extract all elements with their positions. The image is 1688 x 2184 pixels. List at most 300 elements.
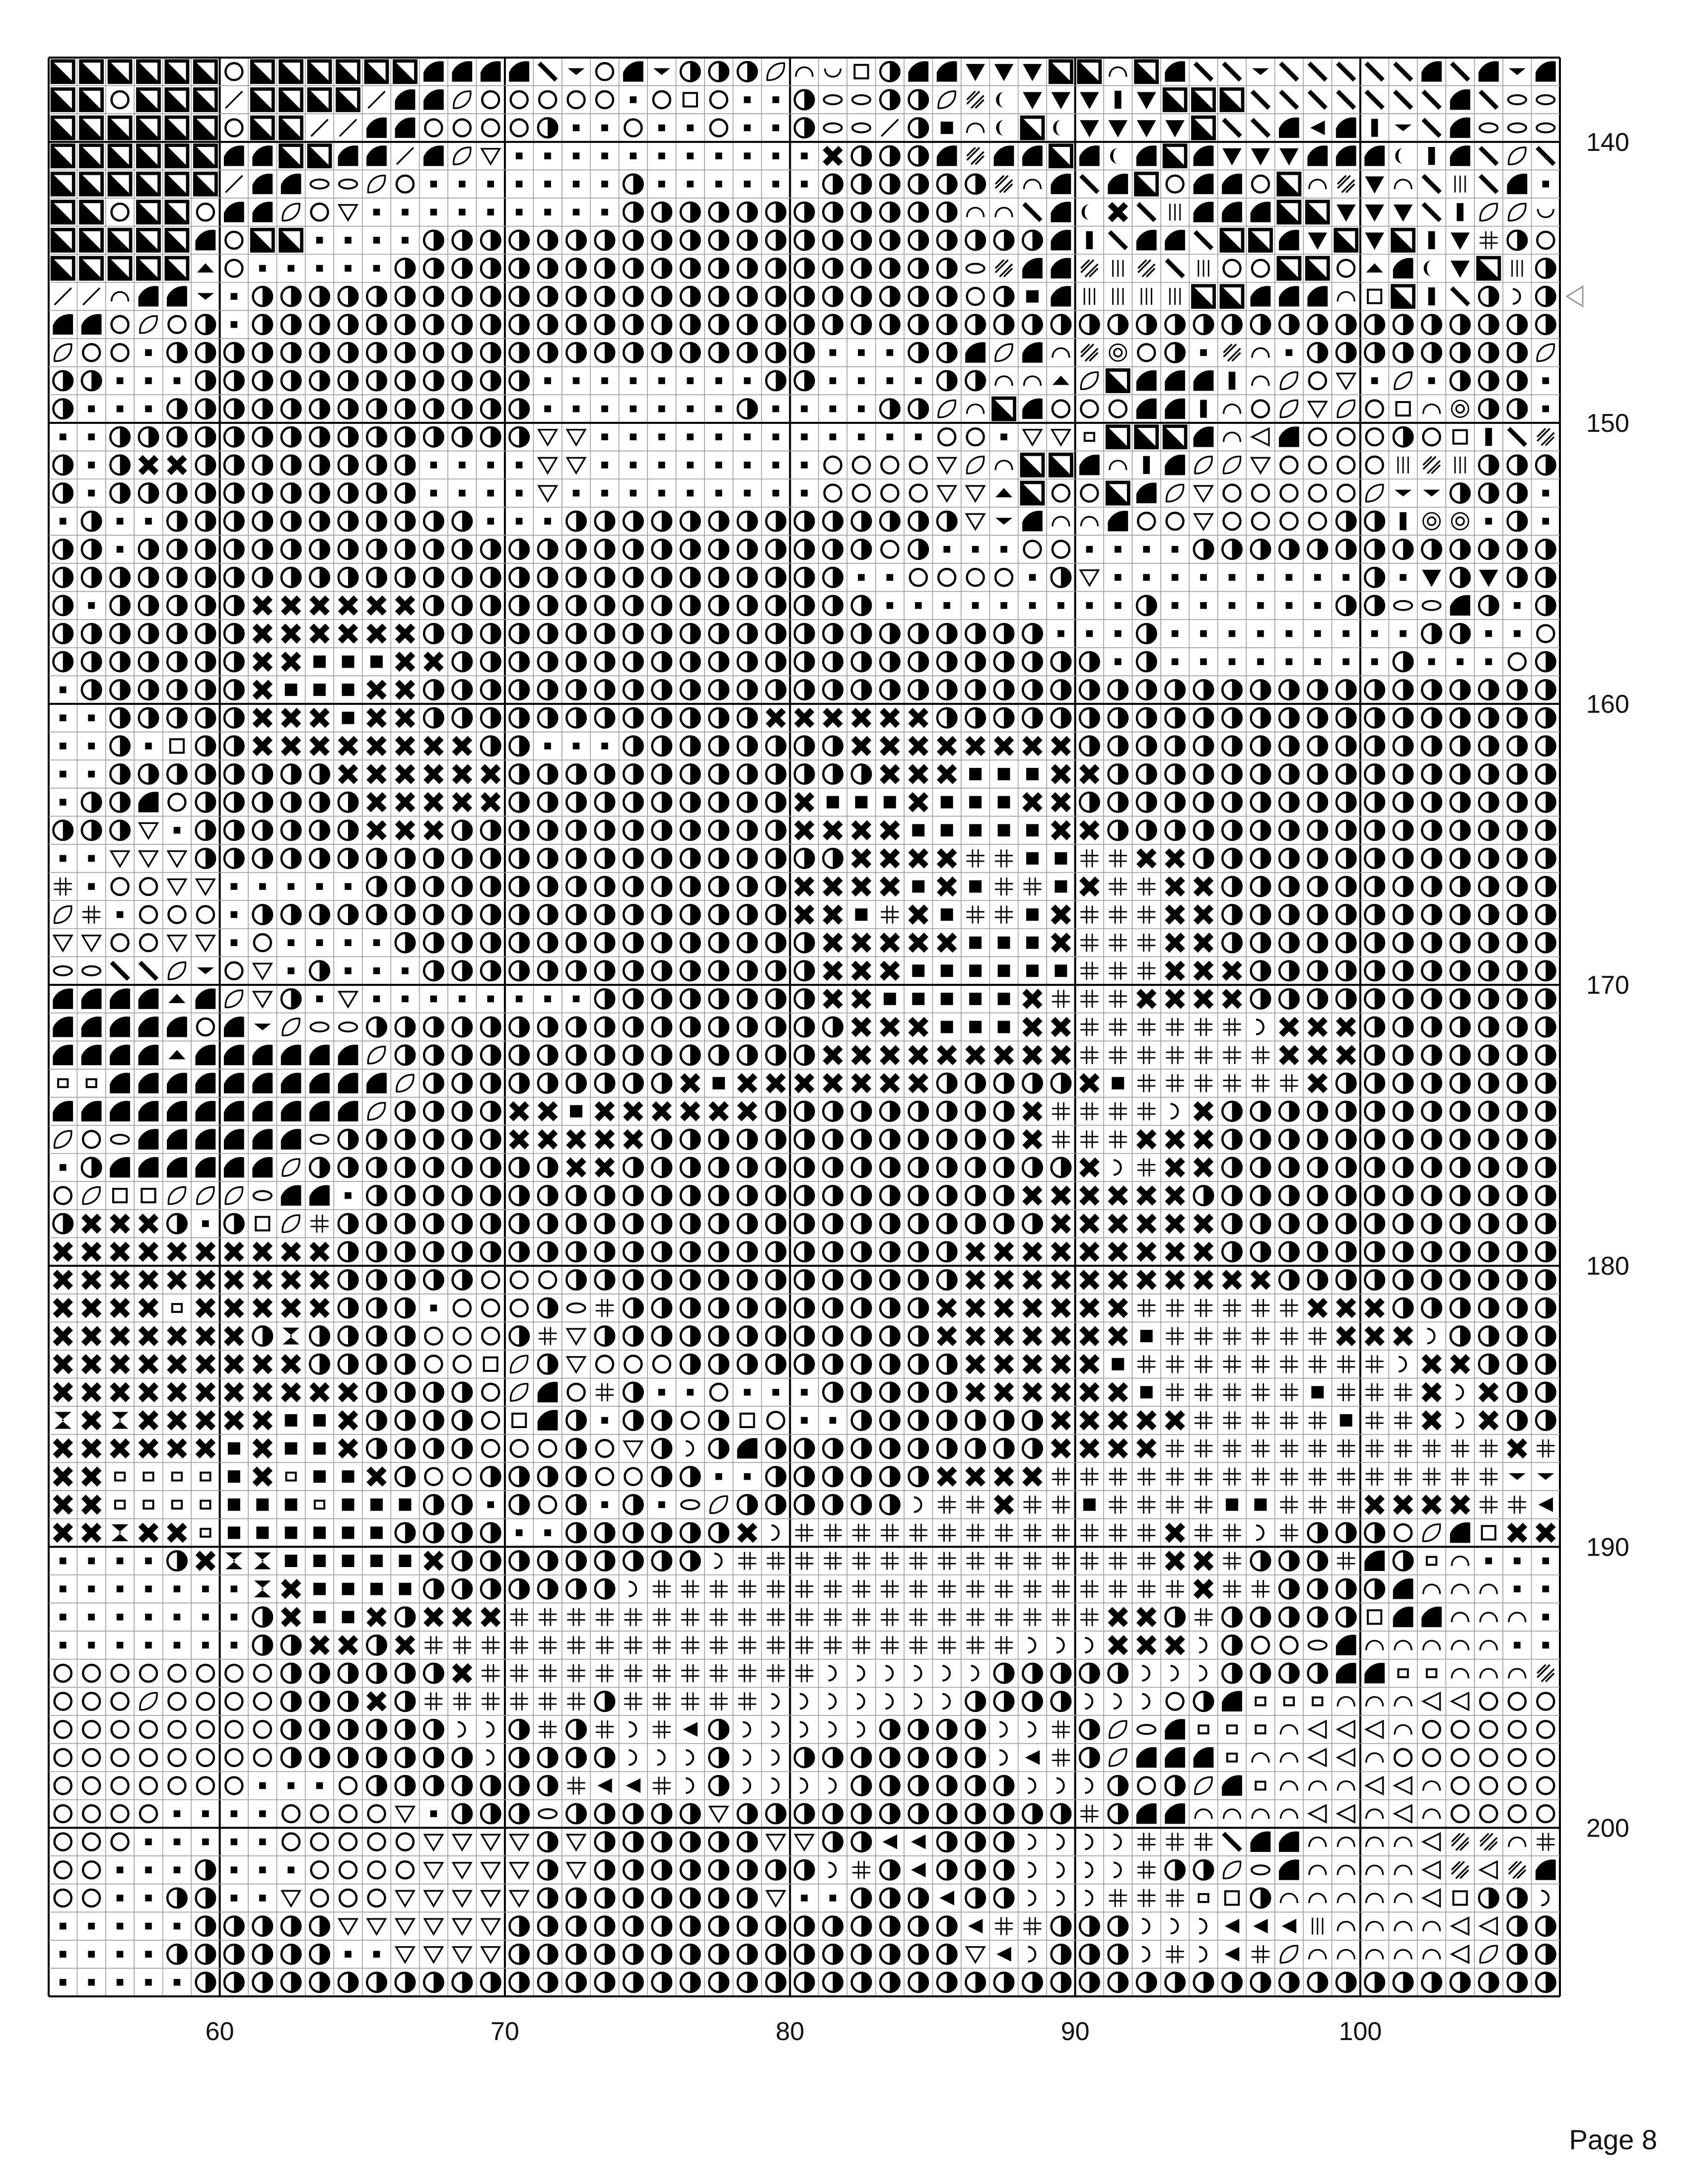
- stitch-cell: [1138, 1638, 1154, 1653]
- stitch-cell: [795, 764, 814, 783]
- stitch-cell: [253, 483, 272, 502]
- stitch-cell: [1451, 793, 1470, 812]
- stitch-cell: [653, 68, 670, 75]
- stitch-cell: [167, 1551, 186, 1570]
- stitch-cell: [1140, 1330, 1153, 1342]
- stitch-cell: [715, 462, 722, 469]
- stitch-cell: [652, 877, 671, 896]
- stitch-cell: [1536, 1383, 1555, 1402]
- stitch-cell: [55, 1384, 71, 1400]
- stitch-cell: [969, 824, 982, 836]
- stitch-cell: [483, 766, 498, 782]
- stitch-cell: [81, 988, 102, 1009]
- stitch-cell: [168, 794, 185, 811]
- stitch-cell: [1081, 372, 1098, 389]
- stitch-cell: [1138, 850, 1154, 866]
- stitch-cell: [509, 1916, 528, 1935]
- stitch-cell: [966, 1214, 985, 1233]
- stitch-cell: [909, 90, 927, 109]
- stitch-cell: [738, 1214, 757, 1233]
- stitch-cell: [1053, 1019, 1069, 1035]
- stitch-cell: [1536, 315, 1555, 334]
- stitch-cell: [624, 1411, 642, 1430]
- stitch-cell: [1251, 764, 1270, 783]
- stitch-cell: [1452, 1777, 1469, 1794]
- stitch-cell: [1365, 708, 1384, 727]
- stitch-cell: [309, 61, 330, 82]
- stitch-cell: [1252, 1637, 1269, 1653]
- stitch-cell: [937, 1186, 956, 1205]
- stitch-cell: [1336, 820, 1355, 839]
- stitch-cell: [1053, 1216, 1069, 1231]
- stitch-cell: [881, 541, 898, 558]
- stitch-cell: [823, 1916, 842, 1935]
- stitch-cell: [1337, 1721, 1354, 1738]
- stitch-cell: [882, 1047, 898, 1063]
- stitch-cell: [1365, 905, 1384, 924]
- stitch-cell: [196, 512, 215, 531]
- stitch-cell: [681, 231, 700, 250]
- stitch-cell: [339, 180, 357, 189]
- stitch-cell: [880, 1130, 899, 1149]
- stitch-cell: [109, 117, 131, 138]
- stitch-cell: [1110, 344, 1126, 361]
- stitch-cell: [996, 1356, 1012, 1372]
- stitch-cell: [1508, 680, 1527, 699]
- stitch-cell: [197, 936, 214, 951]
- stitch-cell: [1137, 92, 1156, 110]
- stitch-cell: [1314, 658, 1321, 665]
- stitch-cell: [1337, 1355, 1355, 1373]
- stitch-cell: [996, 1047, 1012, 1063]
- stitch-cell: [424, 1692, 442, 1710]
- stitch-cell: [339, 1720, 357, 1739]
- stitch-cell: [487, 462, 494, 469]
- stitch-cell: [1222, 1608, 1241, 1627]
- stitch-cell: [1195, 1018, 1212, 1036]
- stitch-cell: [453, 820, 472, 839]
- stitch-cell: [82, 680, 101, 699]
- stitch-cell: [652, 1860, 671, 1879]
- stitch-cell: [566, 540, 585, 558]
- stitch-cell: [1080, 737, 1099, 755]
- stitch-cell: [88, 462, 95, 469]
- stitch-cell: [424, 1214, 443, 1233]
- stitch-cell: [254, 1749, 271, 1766]
- stitch-cell: [772, 1694, 779, 1708]
- stitch-cell: [1141, 288, 1151, 305]
- stitch-cell: [112, 91, 129, 108]
- stitch-cell: [453, 1242, 472, 1261]
- stitch-cell: [423, 61, 444, 81]
- stitch-cell: [738, 793, 757, 812]
- stitch-cell: [1251, 1832, 1271, 1852]
- stitch-cell: [823, 1242, 842, 1261]
- stitch-cell: [1422, 1158, 1441, 1177]
- stitch-cell: [55, 1356, 71, 1372]
- stitch-cell: [83, 1413, 99, 1429]
- stitch-cell: [313, 1555, 326, 1567]
- stitch-cell: [652, 315, 671, 334]
- stitch-cell: [1167, 1525, 1183, 1541]
- stitch-cell: [202, 1220, 209, 1227]
- stitch-cell: [1223, 1524, 1241, 1542]
- stitch-cell: [231, 1642, 238, 1649]
- stitch-cell: [1452, 1749, 1469, 1766]
- stitch-cell: [1508, 820, 1527, 839]
- stitch-cell: [1336, 1242, 1355, 1261]
- stitch-cell: [1251, 1551, 1270, 1570]
- stitch-cell: [909, 146, 927, 165]
- stitch-cell: [1508, 399, 1527, 418]
- stitch-cell: [1424, 1384, 1440, 1400]
- stitch-cell: [424, 1720, 443, 1739]
- stitch-cell: [1023, 315, 1042, 334]
- stitch-cell: [852, 512, 871, 531]
- stitch-cell: [110, 652, 129, 671]
- stitch-cell: [1052, 652, 1070, 671]
- stitch-cell: [1053, 935, 1069, 951]
- stitch-cell: [766, 820, 785, 839]
- stitch-cell: [1200, 658, 1207, 665]
- stitch-cell: [453, 1891, 471, 1906]
- stitch-cell: [138, 89, 159, 110]
- stitch-cell: [426, 1609, 442, 1625]
- stitch-cell: [481, 1018, 500, 1036]
- stitch-cell: [339, 1326, 357, 1345]
- stitch-cell: [1337, 400, 1354, 417]
- stitch-cell: [367, 399, 386, 418]
- stitch-cell: [287, 1866, 294, 1873]
- stitch-cell: [1537, 1805, 1554, 1822]
- stitch-cell: [368, 1805, 385, 1822]
- stitch-cell: [744, 152, 751, 159]
- stitch-cell: [196, 1916, 215, 1935]
- stitch-cell: [966, 624, 985, 643]
- stitch-cell: [169, 1525, 185, 1541]
- stitch-cell: [595, 680, 614, 699]
- stitch-cell: [937, 1214, 956, 1233]
- stitch-cell: [681, 849, 700, 868]
- stitch-cell: [1336, 118, 1356, 138]
- stitch-cell: [110, 568, 129, 587]
- stitch-cell: [139, 427, 158, 446]
- stitch-cell: [687, 181, 694, 188]
- stitch-cell: [738, 1130, 757, 1149]
- stitch-cell: [538, 1945, 557, 1964]
- stitch-cell: [1278, 258, 1300, 279]
- stitch-cell: [342, 1499, 354, 1511]
- stitch-cell: [767, 1552, 784, 1570]
- stitch-cell: [453, 1495, 472, 1514]
- stitch-cell: [1223, 1552, 1241, 1570]
- stitch-cell: [310, 820, 329, 839]
- stitch-cell: [1366, 1809, 1383, 1819]
- stitch-cell: [937, 174, 956, 193]
- stitch-cell: [1314, 630, 1321, 637]
- stitch-cell: [882, 1019, 898, 1035]
- stitch-cell: [1395, 1328, 1411, 1344]
- stitch-cell: [1422, 601, 1440, 610]
- stitch-cell: [139, 624, 158, 643]
- stitch-cell: [1336, 961, 1355, 980]
- stitch-cell: [1110, 1216, 1126, 1231]
- stitch-cell: [339, 540, 357, 558]
- stitch-cell: [196, 764, 215, 783]
- stitch-cell: [426, 822, 442, 838]
- stitch-cell: [624, 1495, 642, 1514]
- stitch-cell: [1309, 1721, 1326, 1738]
- stitch-cell: [259, 1866, 266, 1873]
- stitch-cell: [423, 89, 444, 110]
- stitch-cell: [312, 1300, 328, 1316]
- stitch-cell: [738, 1692, 756, 1710]
- stitch-cell: [995, 207, 1012, 217]
- stitch-cell: [540, 1132, 556, 1148]
- stitch-cell: [88, 883, 95, 890]
- stitch-cell: [174, 1866, 181, 1873]
- stitch-cell: [1395, 63, 1411, 80]
- stitch-cell: [966, 1524, 984, 1542]
- stitch-cell: [110, 456, 129, 475]
- stitch-cell: [544, 209, 551, 216]
- stitch-cell: [538, 287, 557, 306]
- stitch-cell: [795, 1158, 814, 1177]
- stitch-cell: [310, 483, 329, 502]
- stitch-cell: [139, 708, 158, 727]
- stitch-cell: [994, 680, 1013, 699]
- stitch-cell: [743, 1778, 750, 1793]
- stitch-cell: [658, 1502, 665, 1508]
- stitch-cell: [481, 905, 500, 924]
- stitch-cell: [311, 1890, 328, 1907]
- stitch-cell: [516, 996, 523, 1003]
- stitch-cell: [709, 624, 728, 643]
- stitch-cell: [1052, 568, 1070, 587]
- stitch-cell: [482, 1299, 499, 1316]
- stitch-cell: [281, 512, 300, 531]
- stitch-cell: [82, 652, 101, 671]
- stitch-cell: [255, 1244, 271, 1260]
- stitch-cell: [1224, 1809, 1241, 1819]
- stitch-cell: [367, 568, 386, 587]
- stitch-cell: [281, 1664, 300, 1683]
- stitch-cell: [1342, 574, 1349, 581]
- stitch-cell: [1114, 1863, 1121, 1877]
- stitch-cell: [197, 1749, 214, 1766]
- stitch-cell: [481, 1074, 500, 1092]
- stitch-cell: [937, 343, 956, 362]
- stitch-cell: [1109, 708, 1127, 727]
- stitch-cell: [538, 1410, 558, 1431]
- stitch-cell: [941, 964, 953, 977]
- stitch-cell: [339, 1023, 357, 1031]
- stitch-cell: [1023, 1608, 1041, 1626]
- stitch-cell: [424, 1102, 443, 1121]
- stitch-cell: [681, 652, 700, 671]
- stitch-cell: [681, 933, 700, 952]
- stitch-cell: [1052, 1664, 1070, 1683]
- stitch-cell: [1395, 1894, 1411, 1903]
- stitch-cell: [367, 287, 386, 306]
- stitch-cell: [1452, 1693, 1469, 1710]
- stitch-cell: [1509, 1749, 1526, 1766]
- stitch-cell: [424, 259, 443, 277]
- stitch-cell: [1026, 964, 1039, 977]
- stitch-cell: [881, 905, 899, 923]
- stitch-cell: [539, 1664, 557, 1682]
- stitch-cell: [312, 738, 328, 754]
- stitch-cell: [1222, 1636, 1241, 1654]
- stitch-cell: [1222, 315, 1241, 334]
- stitch-cell: [397, 794, 413, 810]
- stitch-cell: [880, 1804, 899, 1823]
- stitch-cell: [424, 568, 443, 587]
- stitch-cell: [509, 708, 528, 727]
- stitch-cell: [454, 147, 471, 164]
- stitch-cell: [138, 61, 159, 82]
- stitch-cell: [481, 343, 500, 362]
- stitch-cell: [1224, 484, 1241, 501]
- stitch-cell: [454, 1356, 471, 1372]
- stitch-cell: [172, 1501, 182, 1508]
- stitch-cell: [566, 287, 585, 306]
- stitch-cell: [911, 1835, 925, 1849]
- stitch-cell: [1508, 568, 1527, 587]
- stitch-cell: [281, 1185, 301, 1206]
- stitch-cell: [487, 1502, 494, 1508]
- stitch-cell: [1337, 292, 1354, 301]
- stitch-cell: [566, 231, 585, 250]
- stitch-cell: [658, 406, 665, 412]
- stitch-cell: [1167, 991, 1183, 1007]
- stitch-cell: [1053, 1440, 1069, 1456]
- stitch-cell: [1115, 658, 1122, 665]
- stitch-cell: [568, 1132, 584, 1148]
- stitch-cell: [1200, 630, 1207, 637]
- stitch-cell: [709, 1214, 728, 1233]
- stitch-cell: [1393, 229, 1414, 251]
- stitch-cell: [313, 656, 326, 668]
- stitch-cell: [767, 1608, 784, 1626]
- stitch-cell: [595, 1270, 614, 1289]
- stitch-cell: [795, 596, 814, 615]
- stitch-cell: [368, 1046, 385, 1063]
- stitch-cell: [624, 540, 642, 558]
- stitch-cell: [738, 259, 757, 277]
- stitch-cell: [629, 1750, 636, 1765]
- stitch-cell: [1279, 1242, 1298, 1261]
- stitch-cell: [1536, 708, 1555, 727]
- stitch-cell: [596, 1356, 613, 1372]
- stitch-cell: [310, 456, 329, 475]
- stitch-cell: [1394, 315, 1412, 334]
- stitch-cell: [253, 568, 272, 587]
- stitch-cell: [510, 1891, 528, 1906]
- stitch-cell: [140, 906, 157, 923]
- stitch-cell: [313, 1611, 326, 1623]
- stitch-cell: [738, 1608, 756, 1626]
- stitch-cell: [1422, 1973, 1441, 1991]
- stitch-cell: [481, 1130, 500, 1149]
- stitch-cell: [225, 990, 242, 1007]
- stitch-cell: [1081, 1216, 1097, 1231]
- stitch-cell: [224, 596, 243, 615]
- stitch-cell: [823, 737, 842, 755]
- stitch-cell: [1509, 1613, 1526, 1622]
- stitch-cell: [1280, 1809, 1297, 1819]
- stitch-cell: [1394, 540, 1412, 558]
- stitch-cell: [681, 1636, 699, 1654]
- stitch-cell: [968, 1047, 984, 1063]
- stitch-cell: [53, 1017, 73, 1037]
- stitch-cell: [1137, 737, 1156, 755]
- stitch-cell: [112, 1412, 129, 1429]
- stitch-cell: [1509, 1440, 1525, 1456]
- stitch-cell: [1342, 658, 1349, 665]
- stitch-cell: [226, 1356, 242, 1372]
- stitch-cell: [709, 1018, 728, 1036]
- stitch-cell: [1080, 1046, 1098, 1064]
- stitch-cell: [1053, 822, 1069, 838]
- stitch-cell: [909, 1383, 927, 1402]
- stitch-cell: [55, 288, 71, 305]
- stitch-cell: [255, 654, 271, 670]
- stitch-cell: [1195, 1299, 1212, 1317]
- stitch-cell: [426, 1553, 442, 1569]
- stitch-cell: [112, 1328, 128, 1344]
- stitch-cell: [1536, 61, 1556, 81]
- stitch-cell: [253, 1945, 272, 1964]
- stitch-cell: [1195, 232, 1212, 249]
- stitch-cell: [424, 1973, 443, 1991]
- stitch-cell: [309, 1073, 330, 1093]
- stitch-cell: [1136, 61, 1157, 82]
- stitch-cell: [368, 176, 385, 193]
- stitch-cell: [852, 1242, 871, 1261]
- stitch-cell: [1509, 1777, 1526, 1794]
- stitch-cell: [830, 377, 837, 384]
- stitch-cell: [1479, 764, 1498, 783]
- stitch-cell: [282, 1019, 299, 1035]
- stitch-cell: [595, 849, 614, 868]
- stitch-cell: [369, 794, 385, 810]
- stitch-cell: [995, 1580, 1013, 1598]
- stitch-cell: [1137, 708, 1156, 727]
- stitch-cell: [1194, 145, 1214, 166]
- stitch-cell: [281, 399, 300, 418]
- stitch-cell: [1309, 1781, 1326, 1791]
- stitch-cell: [424, 427, 443, 446]
- stitch-cell: [483, 794, 498, 810]
- stitch-cell: [1052, 1749, 1070, 1767]
- stitch-cell: [81, 89, 102, 110]
- stitch-cell: [966, 174, 985, 193]
- stitch-cell: [342, 712, 354, 724]
- stitch-cell: [830, 406, 837, 412]
- stitch-cell: [1052, 1720, 1070, 1738]
- stitch-cell: [1025, 1356, 1041, 1372]
- stitch-cell: [1079, 61, 1100, 82]
- stitch-cell: [570, 1105, 582, 1117]
- stitch-cell: [252, 202, 273, 222]
- stitch-cell: [1367, 1497, 1383, 1512]
- stitch-cell: [1165, 1747, 1185, 1768]
- stitch-cell: [681, 961, 700, 980]
- stitch-cell: [1452, 1669, 1469, 1678]
- stitch-cell: [1451, 315, 1470, 334]
- stitch-cell: [909, 315, 927, 334]
